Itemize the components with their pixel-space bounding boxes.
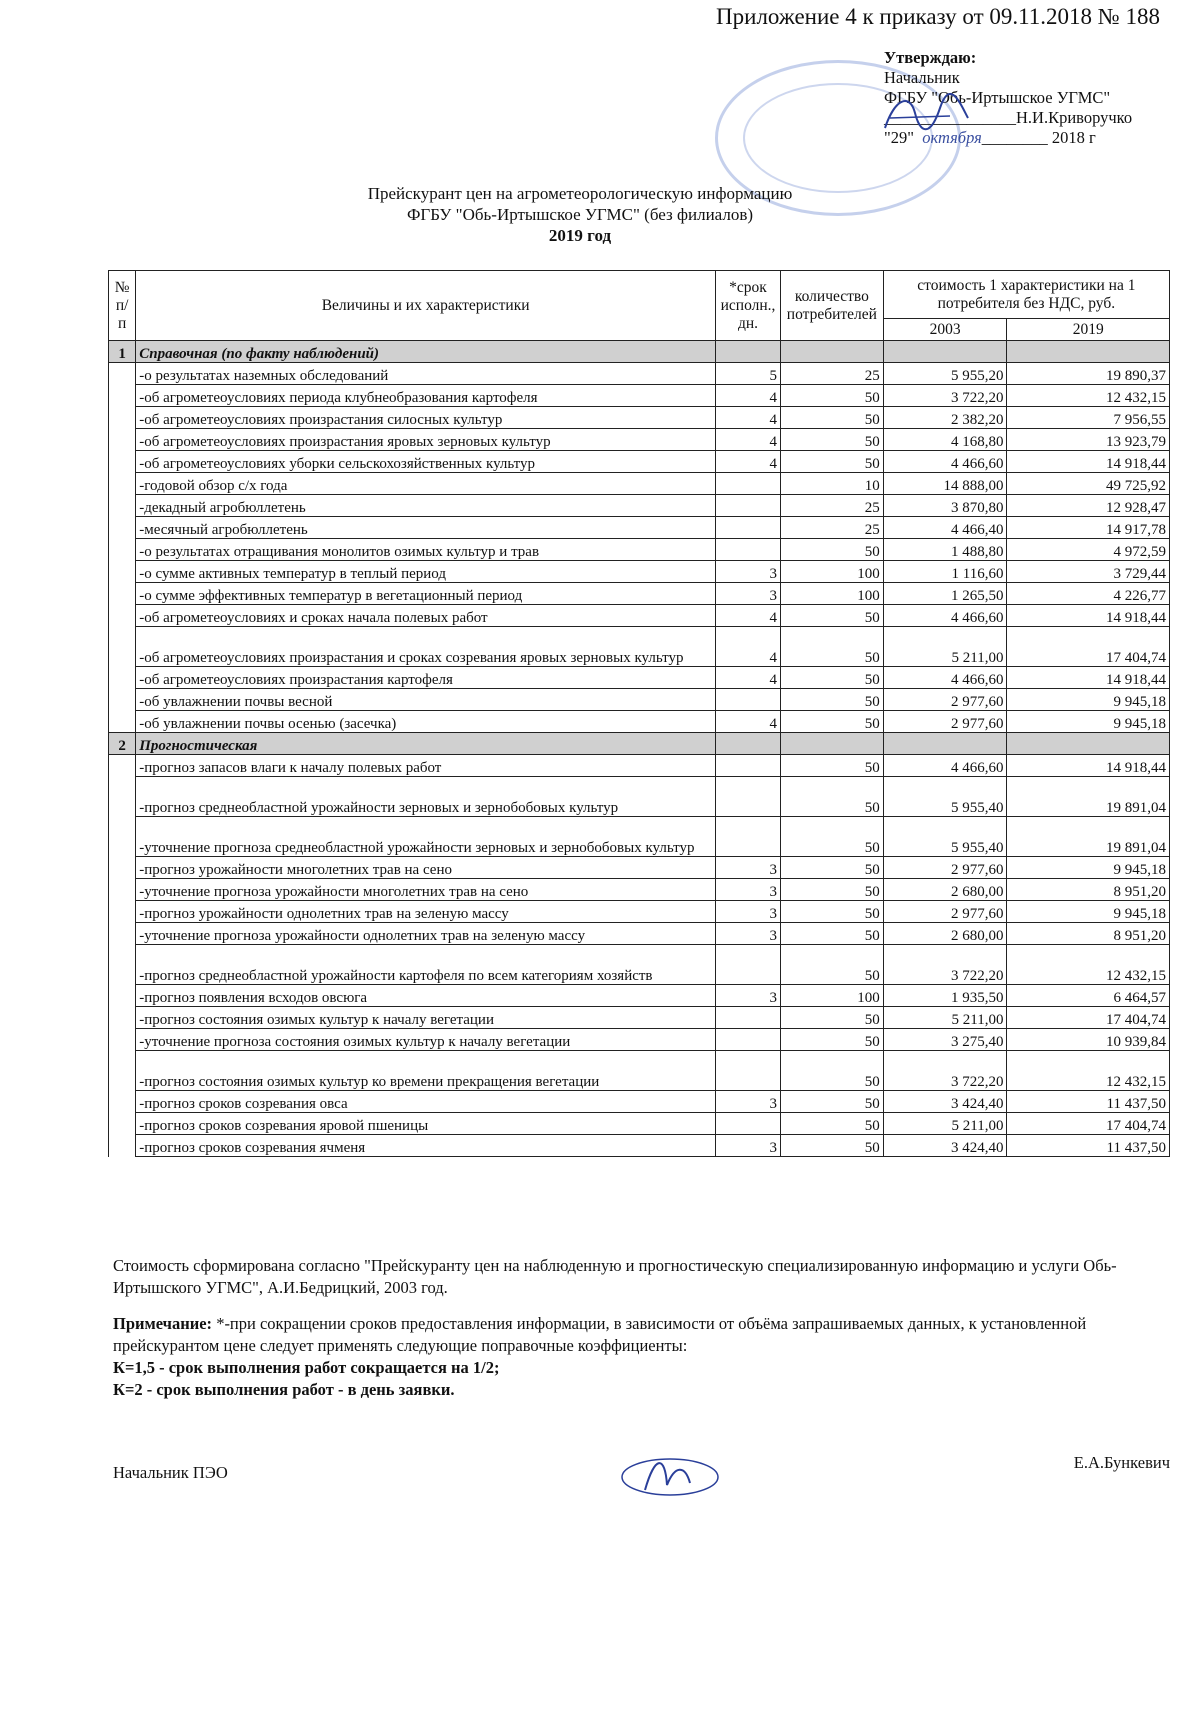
- table-row: [109, 451, 1170, 473]
- row-count: 10: [781, 473, 884, 495]
- row-count: 50: [781, 667, 884, 689]
- approve-label: Утверждаю:: [884, 48, 977, 67]
- table-row: [109, 689, 1170, 711]
- head-count: количество потребителей: [781, 271, 884, 341]
- row-name: -уточнение прогноза урожайности однолетних трав на зеленую массу: [136, 923, 716, 945]
- row-num-cell: [109, 689, 136, 711]
- annex-title: Приложение 4 к приказу от 09.11.2018 № 188: [716, 4, 1160, 29]
- section-title: Прогностическая: [136, 733, 716, 755]
- approve-org: ФГБУ "Обь-Иртышское УГМС": [884, 88, 1111, 107]
- head-num: № п/п: [109, 271, 136, 341]
- row-num-cell: [109, 667, 136, 689]
- row-num-cell: [109, 605, 136, 627]
- table-row: [109, 985, 1170, 1007]
- row-num-cell: [109, 407, 136, 429]
- note-label: Примечание:: [113, 1314, 213, 1333]
- row-name: -об агрометеоусловиях произрастания картофеля: [136, 667, 716, 689]
- row-count: 50: [781, 605, 884, 627]
- row-count: 50: [781, 1135, 884, 1157]
- row-count: 25: [781, 517, 884, 539]
- row-term: 3: [716, 857, 781, 879]
- row-price-2019: 17 404,74: [1007, 1007, 1170, 1029]
- row-name: -об агрометеоусловиях и сроках начала полевых работ: [136, 605, 716, 627]
- row-price-2019: 8 951,20: [1007, 879, 1170, 901]
- row-price-2019: 12 432,15: [1007, 385, 1170, 407]
- row-price-2003: 2 382,20: [883, 407, 1007, 429]
- row-price-2019: 9 945,18: [1007, 901, 1170, 923]
- row-name: -об агрометеоусловиях произрастания яровых зерновых культур: [136, 429, 716, 451]
- row-price-2019: 13 923,79: [1007, 429, 1170, 451]
- row-num-cell: [109, 1091, 136, 1113]
- row-num-cell: [109, 945, 136, 985]
- row-price-2019: 8 951,20: [1007, 923, 1170, 945]
- row-term: 3: [716, 1091, 781, 1113]
- row-count: 50: [781, 879, 884, 901]
- row-num-cell: [109, 1051, 136, 1091]
- row-count: 100: [781, 561, 884, 583]
- approve-year: 2018 г: [1051, 128, 1096, 147]
- approve-role: Начальник: [884, 68, 960, 87]
- row-price-2019: 9 945,18: [1007, 711, 1170, 733]
- row-num-cell: [109, 817, 136, 857]
- row-price-2003: 5 211,00: [883, 627, 1007, 667]
- table-row: [109, 517, 1170, 539]
- table-row: [109, 495, 1170, 517]
- title-year: 2019 год: [548, 226, 612, 245]
- row-price-2019: 49 725,92: [1007, 473, 1170, 495]
- boss-name: Е.А.Бункевич: [1073, 1453, 1170, 1472]
- row-price-2003: 1 935,50: [883, 985, 1007, 1007]
- row-price-2003: 14 888,00: [883, 473, 1007, 495]
- table-row: [109, 945, 1170, 985]
- coef-k2: К=2 - срок выполнения работ - в день заявки.: [113, 1380, 455, 1399]
- row-name: -прогноз среднеобластной урожайности картофеля по всем категориям хозяйств: [136, 945, 716, 985]
- row-price-2003: 2 680,00: [883, 879, 1007, 901]
- row-num-cell: [109, 473, 136, 495]
- row-term: 4: [716, 667, 781, 689]
- row-count: 25: [781, 363, 884, 385]
- row-name: -прогноз появления всходов овсюга: [136, 985, 716, 1007]
- row-name: -прогноз урожайности однолетних трав на зеленую массу: [136, 901, 716, 923]
- row-num-cell: [109, 363, 136, 385]
- row-name: -декадный агробюллетень: [136, 495, 716, 517]
- row-count: 50: [781, 1091, 884, 1113]
- head-name: Величины и их характеристики: [136, 271, 716, 341]
- row-term: [716, 1029, 781, 1051]
- table-row: [109, 667, 1170, 689]
- row-term: 3: [716, 923, 781, 945]
- row-num-cell: [109, 517, 136, 539]
- table-row: [109, 385, 1170, 407]
- row-price-2019: 14 918,44: [1007, 605, 1170, 627]
- row-num-cell: [109, 711, 136, 733]
- row-price-2019: 10 939,84: [1007, 1029, 1170, 1051]
- table-row: [109, 901, 1170, 923]
- row-num-cell: [109, 1135, 136, 1157]
- section-num: 1: [109, 341, 136, 363]
- table-row: [109, 539, 1170, 561]
- row-name: -прогноз среднеобластной урожайности зерновых и зернобобовых культур: [136, 777, 716, 817]
- row-count: 50: [781, 755, 884, 777]
- row-price-2003: 5 955,40: [883, 777, 1007, 817]
- table-row: [109, 923, 1170, 945]
- row-price-2019: 19 891,04: [1007, 777, 1170, 817]
- table-row: [109, 605, 1170, 627]
- row-price-2003: 1 488,80: [883, 539, 1007, 561]
- row-name: -прогноз состояния озимых культур к началу вегетации: [136, 1007, 716, 1029]
- row-term: 3: [716, 879, 781, 901]
- row-num-cell: [109, 1007, 136, 1029]
- row-term: [716, 817, 781, 857]
- row-name: -о сумме эффективных температур в вегетационный период: [136, 583, 716, 605]
- boss-title: Начальник ПЭО: [113, 1463, 228, 1482]
- table-row: [109, 407, 1170, 429]
- row-count: 25: [781, 495, 884, 517]
- row-price-2003: 2 977,60: [883, 857, 1007, 879]
- row-num-cell: [109, 451, 136, 473]
- row-term: [716, 777, 781, 817]
- row-name: -об увлажнении почвы осенью (засечка): [136, 711, 716, 733]
- row-count: 100: [781, 985, 884, 1007]
- row-price-2003: 4 466,40: [883, 517, 1007, 539]
- row-count: 50: [781, 407, 884, 429]
- row-count: 50: [781, 429, 884, 451]
- row-count: 50: [781, 711, 884, 733]
- table-row: [109, 879, 1170, 901]
- table-row: [109, 1007, 1170, 1029]
- row-count: 50: [781, 1029, 884, 1051]
- approve-name-line: ________________Н.И.Криворучко: [884, 108, 1133, 127]
- row-price-2019: 11 437,50: [1007, 1091, 1170, 1113]
- row-count: 50: [781, 945, 884, 985]
- row-count: 50: [781, 539, 884, 561]
- row-num-cell: [109, 495, 136, 517]
- row-term: 3: [716, 985, 781, 1007]
- row-name: -месячный агробюллетень: [136, 517, 716, 539]
- row-num-cell: [109, 583, 136, 605]
- row-price-2019: 12 928,47: [1007, 495, 1170, 517]
- row-term: 4: [716, 627, 781, 667]
- approve-day: "29": [884, 128, 914, 147]
- table-row: [109, 473, 1170, 495]
- row-term: 4: [716, 429, 781, 451]
- row-name: -прогноз запасов влаги к началу полевых работ: [136, 755, 716, 777]
- row-name: -прогноз урожайности многолетних трав на сено: [136, 857, 716, 879]
- head-term: *срок исполн., дн.: [716, 271, 781, 341]
- document-title: [260, 183, 900, 246]
- section-row: [109, 341, 1170, 363]
- row-name: -уточнение прогноза урожайности многолетних трав на сено: [136, 879, 716, 901]
- note-paragraph: [113, 1313, 1173, 1357]
- row-name: -о сумме активных температур в теплый период: [136, 561, 716, 583]
- row-price-2003: 5 211,00: [883, 1007, 1007, 1029]
- row-price-2019: 14 918,44: [1007, 755, 1170, 777]
- table-row: [109, 755, 1170, 777]
- row-price-2019: 6 464,57: [1007, 985, 1170, 1007]
- row-name: -об агрометеоусловиях произрастания и сроках созревания яровых зерновых культур: [136, 627, 716, 667]
- head-2003: 2003: [883, 319, 1007, 341]
- table-row: [109, 1135, 1170, 1157]
- table-row: [109, 1051, 1170, 1091]
- row-price-2019: 3 729,44: [1007, 561, 1170, 583]
- row-num-cell: [109, 429, 136, 451]
- row-price-2003: 1 116,60: [883, 561, 1007, 583]
- row-term: [716, 755, 781, 777]
- row-name: -годовой обзор с/х года: [136, 473, 716, 495]
- row-name: -о результатах отращивания монолитов озимых культур и трав: [136, 539, 716, 561]
- row-count: 100: [781, 583, 884, 605]
- row-term: [716, 1113, 781, 1135]
- row-term: [716, 945, 781, 985]
- row-name: -прогноз состояния озимых культур ко времени прекращения вегетации: [136, 1051, 716, 1091]
- row-term: 4: [716, 711, 781, 733]
- row-term: 3: [716, 583, 781, 605]
- row-price-2019: 17 404,74: [1007, 627, 1170, 667]
- row-term: [716, 689, 781, 711]
- row-count: 50: [781, 857, 884, 879]
- row-price-2003: 2 977,60: [883, 711, 1007, 733]
- row-term: [716, 1007, 781, 1029]
- row-term: [716, 1051, 781, 1091]
- table-row: [109, 583, 1170, 605]
- head-cost: стоимость 1 характеристики на 1 потребителя без НДС, руб.: [883, 271, 1169, 319]
- table-row: [109, 561, 1170, 583]
- row-term: 3: [716, 561, 781, 583]
- row-price-2003: 5 211,00: [883, 1113, 1007, 1135]
- row-price-2003: 4 466,60: [883, 605, 1007, 627]
- row-price-2003: 1 265,50: [883, 583, 1007, 605]
- coef-k1: К=1,5 - срок выполнения работ сокращается на 1/2;: [113, 1358, 500, 1377]
- row-price-2003: 2 977,60: [883, 689, 1007, 711]
- row-count: 50: [781, 689, 884, 711]
- section-row: [109, 733, 1170, 755]
- row-name: -прогноз сроков созревания овса: [136, 1091, 716, 1113]
- row-price-2019: 9 945,18: [1007, 857, 1170, 879]
- row-count: 50: [781, 1007, 884, 1029]
- row-price-2019: 4 226,77: [1007, 583, 1170, 605]
- row-price-2019: 12 432,15: [1007, 1051, 1170, 1091]
- row-price-2003: 3 722,20: [883, 385, 1007, 407]
- row-price-2019: 14 917,78: [1007, 517, 1170, 539]
- row-num-cell: [109, 755, 136, 777]
- row-num-cell: [109, 1029, 136, 1051]
- row-count: 50: [781, 1051, 884, 1091]
- row-name: -об агрометеоусловиях периода клубнеобразования картофеля: [136, 385, 716, 407]
- row-count: 50: [781, 1113, 884, 1135]
- row-price-2003: 3 424,40: [883, 1135, 1007, 1157]
- row-price-2019: 9 945,18: [1007, 689, 1170, 711]
- title-line1: Прейскурант цен на агрометеорологическую информацию: [367, 184, 793, 203]
- row-price-2003: 3 424,40: [883, 1091, 1007, 1113]
- row-count: 50: [781, 901, 884, 923]
- row-num-cell: [109, 385, 136, 407]
- row-count: 50: [781, 451, 884, 473]
- row-name: -прогноз сроков созревания яровой пшеницы: [136, 1113, 716, 1135]
- note-text: *-при сокращении сроков предоставления информации, в зависимости от объёма запрашиваемых данных, к установленной прейскурантом цене следует применять следующие поправочные коэффициенты:: [113, 1314, 1087, 1355]
- table-row: [109, 627, 1170, 667]
- row-name: -прогноз сроков созревания ячменя: [136, 1135, 716, 1157]
- section-title: Справочная (по факту наблюдений): [136, 341, 716, 363]
- row-price-2003: 3 870,80: [883, 495, 1007, 517]
- row-name: -об увлажнении почвы весной: [136, 689, 716, 711]
- table-row: [109, 429, 1170, 451]
- row-num-cell: [109, 539, 136, 561]
- row-price-2019: 4 972,59: [1007, 539, 1170, 561]
- table-row: [109, 1113, 1170, 1135]
- row-count: 50: [781, 777, 884, 817]
- row-price-2019: 14 918,44: [1007, 451, 1170, 473]
- approve-date-line: "29" октября________ 2018 г: [884, 128, 1096, 147]
- row-price-2003: 4 466,60: [883, 667, 1007, 689]
- table-row: [109, 363, 1170, 385]
- row-price-2003: 5 955,40: [883, 817, 1007, 857]
- head-2019: 2019: [1007, 319, 1170, 341]
- row-price-2003: 2 977,60: [883, 901, 1007, 923]
- row-term: 4: [716, 407, 781, 429]
- row-price-2003: 4 466,60: [883, 755, 1007, 777]
- row-num-cell: [109, 777, 136, 817]
- row-num-cell: [109, 561, 136, 583]
- row-name: -об агрометеоусловиях уборки сельскохозяйственных культур: [136, 451, 716, 473]
- row-price-2019: 14 918,44: [1007, 667, 1170, 689]
- table-row: [109, 777, 1170, 817]
- table-row: [109, 1029, 1170, 1051]
- row-term: 4: [716, 451, 781, 473]
- row-term: [716, 473, 781, 495]
- title-line2: ФГБУ "Обь-Иртышское УГМС" (без филиалов): [406, 205, 754, 224]
- row-term: [716, 517, 781, 539]
- signature-director: [880, 88, 970, 148]
- row-term: 3: [716, 1135, 781, 1157]
- row-price-2003: 3 275,40: [883, 1029, 1007, 1051]
- row-price-2019: 19 891,04: [1007, 817, 1170, 857]
- row-num-cell: [109, 901, 136, 923]
- row-count: 50: [781, 627, 884, 667]
- row-num-cell: [109, 857, 136, 879]
- row-term: [716, 539, 781, 561]
- approve-month: октября: [922, 128, 982, 147]
- row-term: [716, 495, 781, 517]
- row-count: 50: [781, 385, 884, 407]
- table-row: [109, 817, 1170, 857]
- row-term: 5: [716, 363, 781, 385]
- row-name: -об агрометеоусловиях произрастания силосных культур: [136, 407, 716, 429]
- row-price-2003: 4 168,80: [883, 429, 1007, 451]
- row-num-cell: [109, 923, 136, 945]
- row-num-cell: [109, 879, 136, 901]
- row-price-2019: 7 956,55: [1007, 407, 1170, 429]
- table-row: [109, 1091, 1170, 1113]
- footer-notes: [113, 1255, 1173, 1401]
- row-price-2003: 5 955,20: [883, 363, 1007, 385]
- row-price-2019: 19 890,37: [1007, 363, 1170, 385]
- row-num-cell: [109, 627, 136, 667]
- row-price-2003: 2 680,00: [883, 923, 1007, 945]
- table-row: [109, 857, 1170, 879]
- row-term: 3: [716, 901, 781, 923]
- signature-peo: [615, 1445, 725, 1505]
- basis-text: Стоимость сформирована согласно "Прейскуранту цен на наблюденную и прогностическую специализированную информацию и услуги Обь-Иртышского УГМС", А.И.Бедрицкий, 2003 год.: [113, 1256, 1117, 1297]
- approve-name: Н.И.Криворучко: [1016, 108, 1133, 127]
- row-price-2019: 17 404,74: [1007, 1113, 1170, 1135]
- table-row: [109, 711, 1170, 733]
- section-num: 2: [109, 733, 136, 755]
- row-name: -уточнение прогноза состояния озимых культур к началу вегетации: [136, 1029, 716, 1051]
- row-price-2019: 12 432,15: [1007, 945, 1170, 985]
- row-count: 50: [781, 817, 884, 857]
- row-num-cell: [109, 1113, 136, 1135]
- row-name: -о результатах наземных обследований: [136, 363, 716, 385]
- row-num-cell: [109, 985, 136, 1007]
- price-table: [108, 270, 1170, 1157]
- row-price-2019: 11 437,50: [1007, 1135, 1170, 1157]
- row-price-2003: 4 466,60: [883, 451, 1007, 473]
- row-name: -уточнение прогноза среднеобластной урожайности зерновых и зернобобовых культур: [136, 817, 716, 857]
- row-term: 4: [716, 605, 781, 627]
- row-price-2003: 3 722,20: [883, 1051, 1007, 1091]
- row-price-2003: 3 722,20: [883, 945, 1007, 985]
- row-term: 4: [716, 385, 781, 407]
- row-count: 50: [781, 923, 884, 945]
